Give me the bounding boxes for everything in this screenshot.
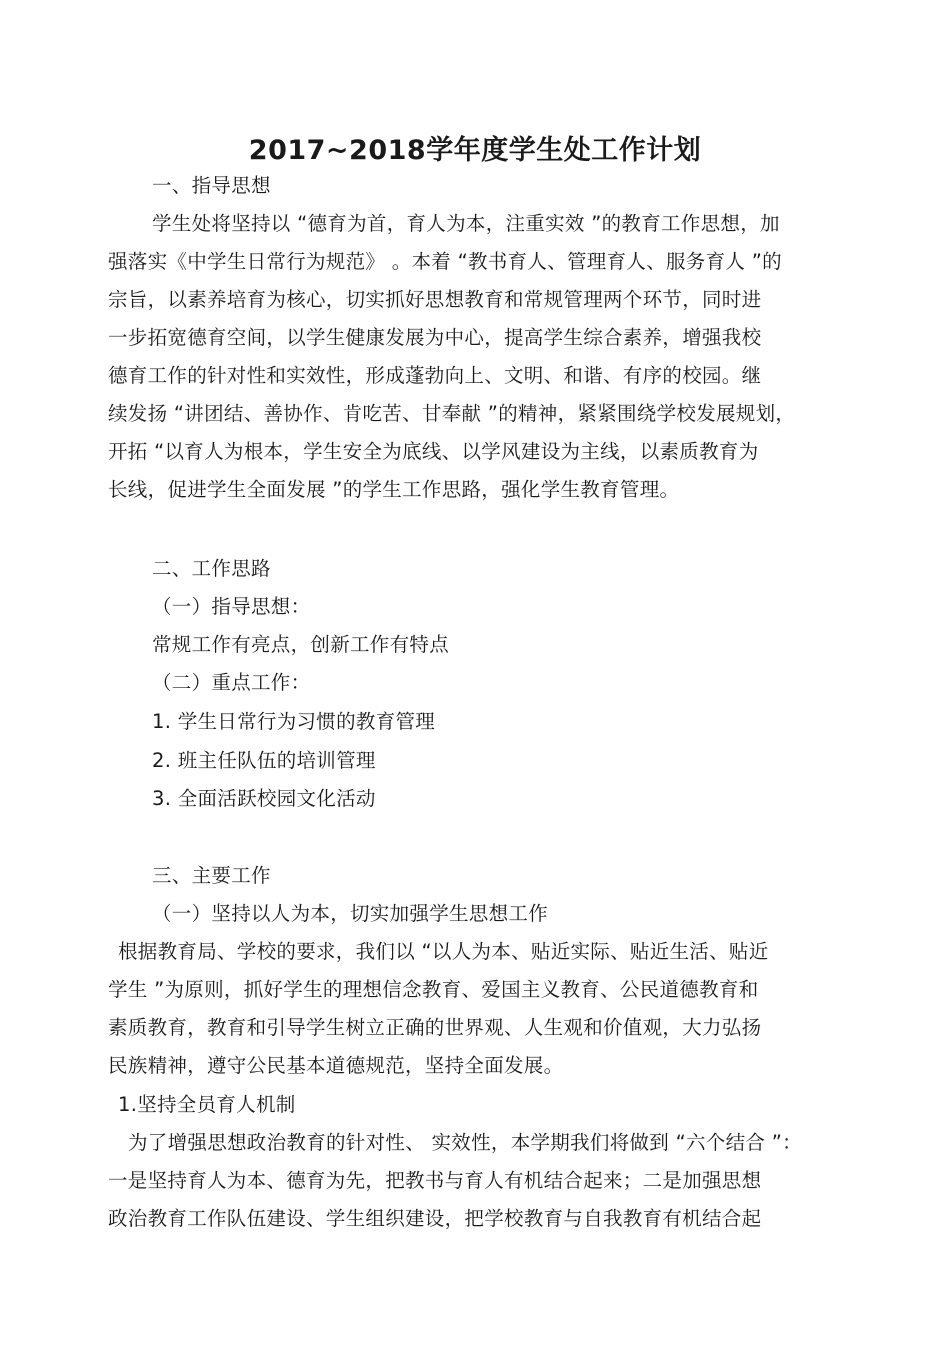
paragraph-line: 长线，促进学生全面发展 ”的学生工作思路，强化学生教育管理。 — [108, 478, 680, 501]
subsection-heading: （一）坚持以人为本，切实加强学生思想工作 — [152, 902, 549, 925]
list-item: 1. 学生日常行为习惯的教育管理 — [152, 710, 436, 733]
subsection-heading: 1.坚持全员育人机制 — [118, 1093, 296, 1116]
subsection-heading: （二）重点工作： — [152, 671, 311, 694]
paragraph-line: 一是坚持育人为本、德育为先，把教书与育人有机结合起来；二是加强思想 — [108, 1169, 762, 1192]
paragraph-line: 为了增强思想政治教育的针对性、 实效性，本学期我们将做到 “六个结合 ”： — [128, 1131, 802, 1154]
paragraph-line: 常规工作有亮点，创新工作有特点 — [152, 633, 450, 656]
paragraph-line: 开拓 “以育人为根本，学生安全为底线、以学风建设为主线，以素质教育为 — [108, 440, 759, 463]
paragraph-line: 一步拓宽德育空间，以学生健康发展为中心，提高学生综合素养，增强我校 — [108, 326, 762, 349]
paragraph-line: 素质教育，教育和引导学生树立正确的世界观、人生观和价值观，大力弘扬 — [108, 1016, 762, 1039]
paragraph-line: 续发扬 “讲团结、善协作、肯吃苦、甘奉献 ”的精神，紧紧围绕学校发展规划， — [108, 402, 796, 425]
list-item: 3. 全面活跃校园文化活动 — [152, 787, 376, 810]
paragraph-line: 学生处将坚持以 “德育为首，育人为本，注重实效 ”的教育工作思想，加 — [152, 212, 780, 235]
document-title: 2017~2018学年度学生处工作计划 — [248, 135, 702, 166]
paragraph-line: 强落实《中学生日常行为规范》 。本着 “教书育人、管理育人、服务育人 ”的 — [108, 250, 782, 273]
section-heading: 二、工作思路 — [152, 557, 271, 580]
paragraph-line: 政治教育工作队伍建设、学生组织建设，把学校教育与自我教育有机结合起 — [108, 1207, 762, 1230]
section-heading: 三、主要工作 — [152, 864, 271, 887]
paragraph-line: 德育工作的针对性和实效性，形成蓬勃向上、文明、和谐、有序的校园。继 — [108, 364, 762, 387]
section-heading: 一、指导思想 — [152, 174, 271, 197]
list-item: 2. 班主任队伍的培训管理 — [152, 749, 376, 772]
paragraph-line: 根据教育局、学校的要求，我们以 “以人为本、贴近实际、贴近生活、贴近 — [118, 940, 769, 963]
paragraph-line: 宗旨，以素养培育为核心，切实抓好思想教育和常规管理两个环节，同时进 — [108, 288, 762, 311]
paragraph-line: 学生 ”为原则，抓好学生的理想信念教育、爱国主义教育、公民道德教育和 — [108, 978, 759, 1001]
subsection-heading: （一）指导思想： — [152, 595, 311, 618]
paragraph-line: 民族精神，遵守公民基本道德规范，坚持全面发展。 — [108, 1054, 564, 1077]
